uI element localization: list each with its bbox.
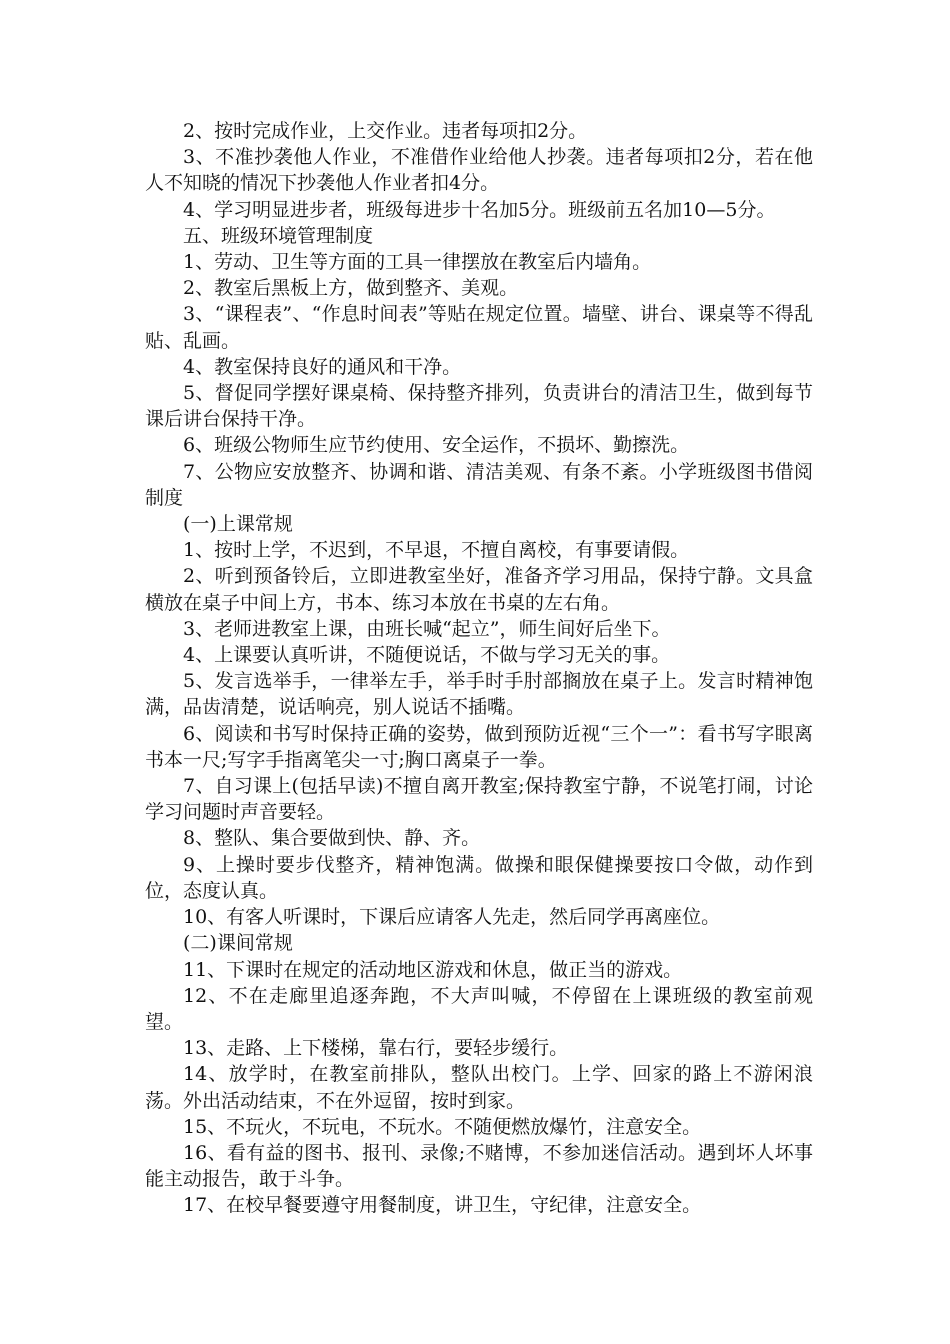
paragraph: 8、整队、集合要做到快、静、齐。 (183, 827, 481, 850)
paragraph: 15、不玩火，不玩电，不玩水。不随便燃放爆竹，注意安全。 (183, 1115, 702, 1138)
paragraph: 7、公物应安放整齐、协调和谐、清洁美观、有条不紊。小学班级图书借阅制度 (145, 460, 813, 509)
paragraph: 1、按时上学，不迟到，不早退，不擅自离校，有事要请假。 (183, 539, 690, 562)
section-heading: (一)上课常规 (183, 513, 293, 536)
paragraph: 5、督促同学摆好课桌椅、保持整齐排列，负责讲台的清洁卫生，做到每节课后讲台保持干净。 (145, 382, 813, 431)
paragraph: 14、放学时，在教室前排队，整队出校门。上学、回家的路上不游闲浪荡。外出活动结束，不在外逗留，按时到家。 (145, 1063, 813, 1112)
paragraph: 4、学习明显进步者，班级每进步十名加5分。班级前五名加10—5分。 (183, 198, 776, 221)
paragraph: 10、有客人听课时，下课后应请客人先走，然后同学再离座位。 (183, 906, 721, 929)
section-heading: 五、班级环境管理制度 (183, 224, 374, 247)
paragraph: 4、上课要认真听讲，不随便说话，不做与学习无关的事。 (183, 644, 671, 667)
document-body (145, 118, 813, 1219)
paragraph: 12、不在走廊里追逐奔跑，不大声叫喊，不停留在上课班级的教室前观望。 (145, 984, 813, 1033)
paragraph: 17、在校早餐要遵守用餐制度，讲卫生，守纪律，注意安全。 (183, 1194, 702, 1217)
paragraph: 5、发言选举手，一律举左手，举手时手肘部搁放在桌子上。发言时精神饱满，品齿清楚，说话响亮，别人说话不插嘴。 (145, 670, 813, 719)
paragraph: 16、看有益的图书、报刊、录像;不赌博，不参加迷信活动。遇到坏人坏事能主动报告，敢于斗争。 (145, 1141, 813, 1191)
section-heading: (二)课间常规 (183, 932, 293, 955)
paragraph: 3、老师进教室上课，由班长喊“起立”，师生间好后坐下。 (183, 617, 671, 640)
paragraph: 1、劳动、卫生等方面的工具一律摆放在教室后内墙角。 (183, 251, 652, 274)
paragraph: 4、教室保持良好的通风和干净。 (183, 355, 462, 378)
paragraph: 2、按时完成作业，上交作业。违者每项扣2分。 (183, 120, 588, 142)
paragraph: 13、走路、上下楼梯，靠右行，要轻步缓行。 (183, 1037, 569, 1060)
paragraph: 3、“课程表”、“作息时间表”等贴在规定位置。墙壁、讲台、课桌等不得乱贴、乱画。 (145, 303, 813, 352)
paragraph: 2、教室后黑板上方，做到整齐、美观。 (183, 277, 519, 300)
paragraph: 7、自习课上(包括早读)不擅自离开教室;保持教室宁静，不说笔打闹，讨论学习问题时声音要轻。 (145, 775, 813, 824)
paragraph: 9、上操时要步伐整齐，精神饱满。做操和眼保健操要按口令做，动作到位，态度认真。 (145, 853, 813, 902)
paragraph: 2、听到预备铃后，立即进教室坐好，准备齐学习用品，保持宁静。文具盒横放在桌子中间上方，书本、练习本放在书桌的左右角。 (145, 565, 813, 614)
paragraph: 6、阅读和书写时保持正确的姿势，做到预防近视“三个一”：看书写字眼离书本一尺;写字手指离笔尖一寸;胸口离桌子一拳。 (145, 722, 813, 771)
paragraph: 3、不准抄袭他人作业，不准借作业给他人抄袭。违者每项扣2分，若在他人不知晓的情况下抄袭他人作业者扣4分。 (145, 146, 813, 195)
paragraph: 11、下课时在规定的活动地区游戏和休息，做正当的游戏。 (183, 958, 683, 981)
paragraph: 6、班级公物师生应节约使用、安全运作，不损坏、勤擦洗。 (183, 434, 690, 457)
